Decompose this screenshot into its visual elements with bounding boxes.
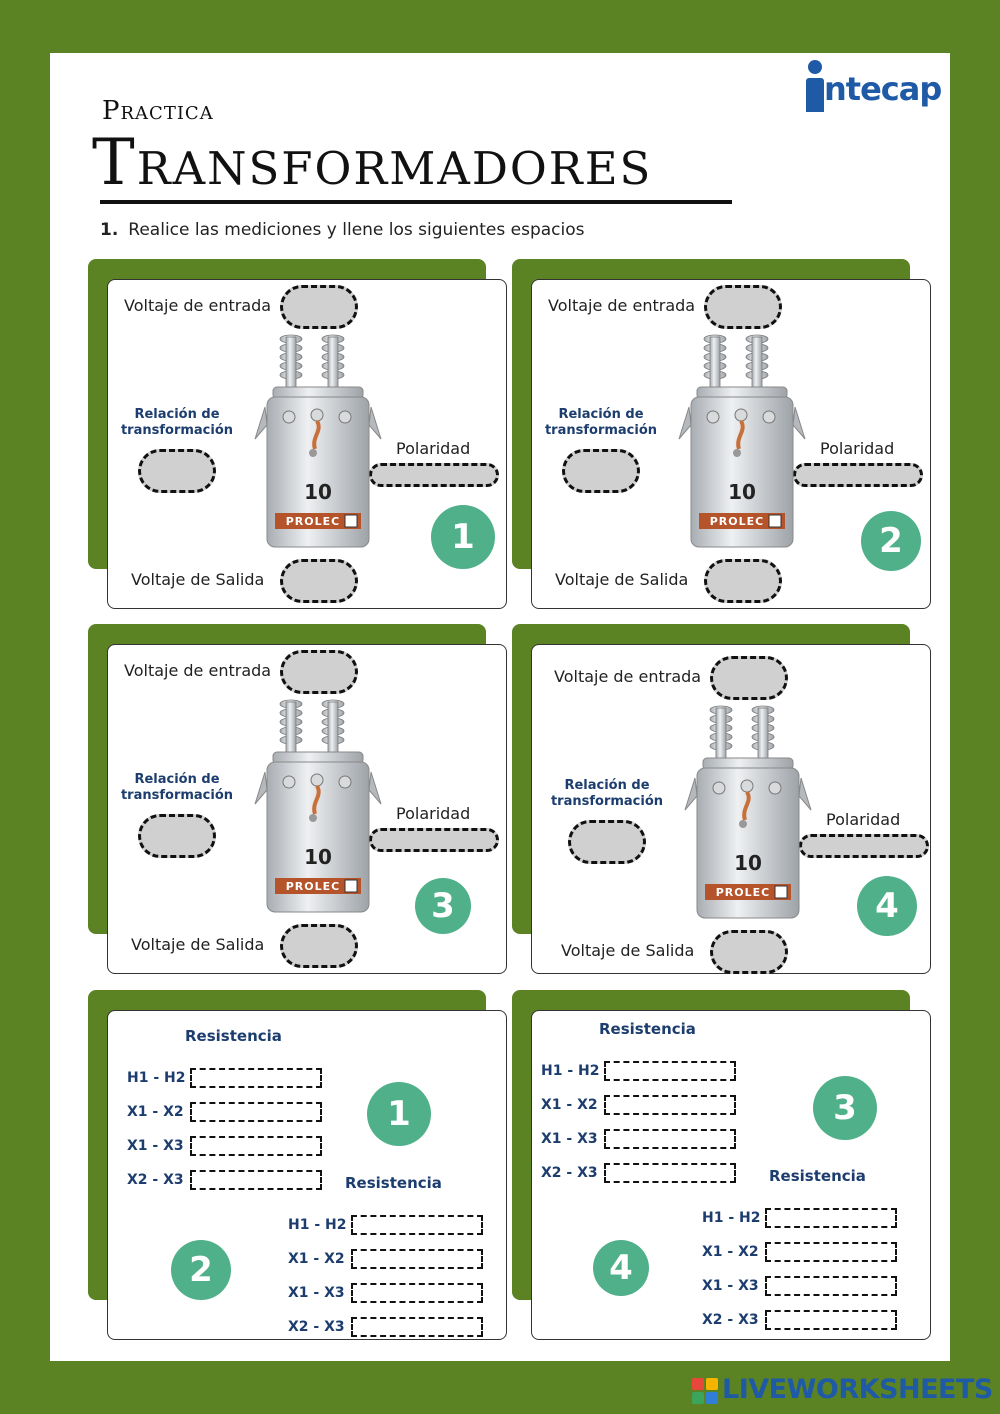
input-voltage-field[interactable] xyxy=(280,285,358,329)
resistance-field[interactable] xyxy=(351,1283,483,1303)
polarity-label: Polaridad xyxy=(396,439,471,458)
title-underline xyxy=(100,200,732,204)
resistance-row-label: X1 - X3 xyxy=(127,1138,184,1154)
resistance-field[interactable] xyxy=(604,1129,736,1149)
card-number-badge: 3 xyxy=(415,878,471,934)
resistance-row-label: X1 - X2 xyxy=(127,1104,184,1120)
resistance-field[interactable] xyxy=(604,1061,736,1081)
input-voltage-label: Voltaje de entrada xyxy=(554,667,702,686)
ratio-label: Relación de transformación xyxy=(120,772,234,803)
card-number-badge: 2 xyxy=(861,511,921,571)
ratio-label: Relación de transformación xyxy=(550,778,664,809)
ratio-label: Relación de transformación xyxy=(120,407,234,438)
resistance-field[interactable] xyxy=(351,1215,483,1235)
transformer-icon xyxy=(677,329,807,559)
transformer-icon xyxy=(253,329,383,559)
resistance-field[interactable] xyxy=(351,1317,483,1337)
svg-text:10: 10 xyxy=(304,480,332,504)
page-title: Transformadores xyxy=(92,126,653,200)
svg-text:PROLEC: PROLEC xyxy=(285,880,341,893)
resistance-field[interactable] xyxy=(190,1136,322,1156)
resistance-row-label: X1 - X3 xyxy=(702,1278,759,1294)
resistance-row-label: X2 - X3 xyxy=(288,1319,345,1335)
svg-text:PROLEC: PROLEC xyxy=(715,886,771,899)
resistance-row-label: X2 - X3 xyxy=(541,1165,598,1181)
resistance-title: Resistencia xyxy=(185,1027,282,1045)
ratio-field[interactable] xyxy=(138,449,216,493)
output-voltage-label: Voltaje de Salida xyxy=(555,570,689,589)
resistance-field[interactable] xyxy=(190,1170,322,1190)
svg-text:10: 10 xyxy=(304,845,332,869)
subtitle: Practica xyxy=(102,96,214,126)
resistance-row-label: X2 - X3 xyxy=(127,1172,184,1188)
resistance-row-label: H1 - H2 xyxy=(127,1070,186,1086)
polarity-field[interactable] xyxy=(369,828,499,852)
output-voltage-label: Voltaje de Salida xyxy=(561,941,695,960)
resistance-field[interactable] xyxy=(190,1102,322,1122)
output-voltage-field[interactable] xyxy=(704,559,782,603)
polarity-field[interactable] xyxy=(793,463,923,487)
liveworksheets-logo-icon xyxy=(692,1378,718,1404)
polarity-label: Polaridad xyxy=(820,439,895,458)
polarity-field[interactable] xyxy=(369,463,499,487)
resistance-row-label: H1 - H2 xyxy=(288,1217,347,1233)
output-voltage-field[interactable] xyxy=(280,924,358,968)
svg-text:10: 10 xyxy=(734,851,762,875)
input-voltage-label: Voltaje de entrada xyxy=(124,296,272,315)
svg-text:PROLEC: PROLEC xyxy=(709,515,765,528)
ratio-label: Relación de transformación xyxy=(544,407,658,438)
resistance-title: Resistencia xyxy=(345,1174,442,1192)
resistance-field[interactable] xyxy=(765,1242,897,1262)
resistance-field[interactable] xyxy=(765,1310,897,1330)
instruction-number: 1. xyxy=(100,220,119,240)
card-number-badge: 1 xyxy=(431,505,495,569)
polarity-field[interactable] xyxy=(799,834,929,858)
transformer-icon xyxy=(683,700,813,930)
input-voltage-field[interactable] xyxy=(280,650,358,694)
resistance-field[interactable] xyxy=(604,1095,736,1115)
group-number-badge: 3 xyxy=(813,1076,877,1140)
card-number-badge: 4 xyxy=(857,876,917,936)
output-voltage-field[interactable] xyxy=(280,559,358,603)
polarity-label: Polaridad xyxy=(396,804,471,823)
logo-text: ntecap xyxy=(824,70,942,108)
group-number-badge: 4 xyxy=(593,1240,649,1296)
output-voltage-label: Voltaje de Salida xyxy=(131,935,265,954)
instruction-text: Realice las mediciones y llene los siguientes espacios xyxy=(128,220,585,240)
svg-text:10: 10 xyxy=(728,480,756,504)
output-voltage-field[interactable] xyxy=(710,930,788,974)
group-number-badge: 2 xyxy=(171,1240,231,1300)
resistance-row-label: X1 - X2 xyxy=(541,1097,598,1113)
input-voltage-label: Voltaje de entrada xyxy=(124,661,272,680)
ratio-field[interactable] xyxy=(138,814,216,858)
input-voltage-label: Voltaje de entrada xyxy=(548,296,696,315)
transformer-icon xyxy=(253,694,383,924)
resistance-field[interactable] xyxy=(190,1068,322,1088)
resistance-row-label: X1 - X3 xyxy=(288,1285,345,1301)
group-number-badge: 1 xyxy=(367,1082,431,1146)
svg-text:PROLEC: PROLEC xyxy=(285,515,341,528)
resistance-row-label: X1 - X3 xyxy=(541,1131,598,1147)
resistance-row-label: X2 - X3 xyxy=(702,1312,759,1328)
resistance-row-label: H1 - H2 xyxy=(541,1063,600,1079)
resistance-field[interactable] xyxy=(604,1163,736,1183)
input-voltage-field[interactable] xyxy=(704,285,782,329)
input-voltage-field[interactable] xyxy=(710,656,788,700)
resistance-title: Resistencia xyxy=(599,1020,696,1038)
ratio-field[interactable] xyxy=(568,820,646,864)
footer-brand-text: LIVEWORKSHEETS xyxy=(722,1374,993,1405)
resistance-field[interactable] xyxy=(765,1208,897,1228)
intecap-logo-icon xyxy=(804,58,954,128)
resistance-row-label: H1 - H2 xyxy=(702,1210,761,1226)
output-voltage-label: Voltaje de Salida xyxy=(131,570,265,589)
instruction xyxy=(100,220,585,240)
resistance-field[interactable] xyxy=(351,1249,483,1269)
resistance-field[interactable] xyxy=(765,1276,897,1296)
resistance-title: Resistencia xyxy=(769,1167,866,1185)
polarity-label: Polaridad xyxy=(826,810,901,829)
resistance-row-label: X1 - X2 xyxy=(702,1244,759,1260)
ratio-field[interactable] xyxy=(562,449,640,493)
resistance-row-label: X1 - X2 xyxy=(288,1251,345,1267)
